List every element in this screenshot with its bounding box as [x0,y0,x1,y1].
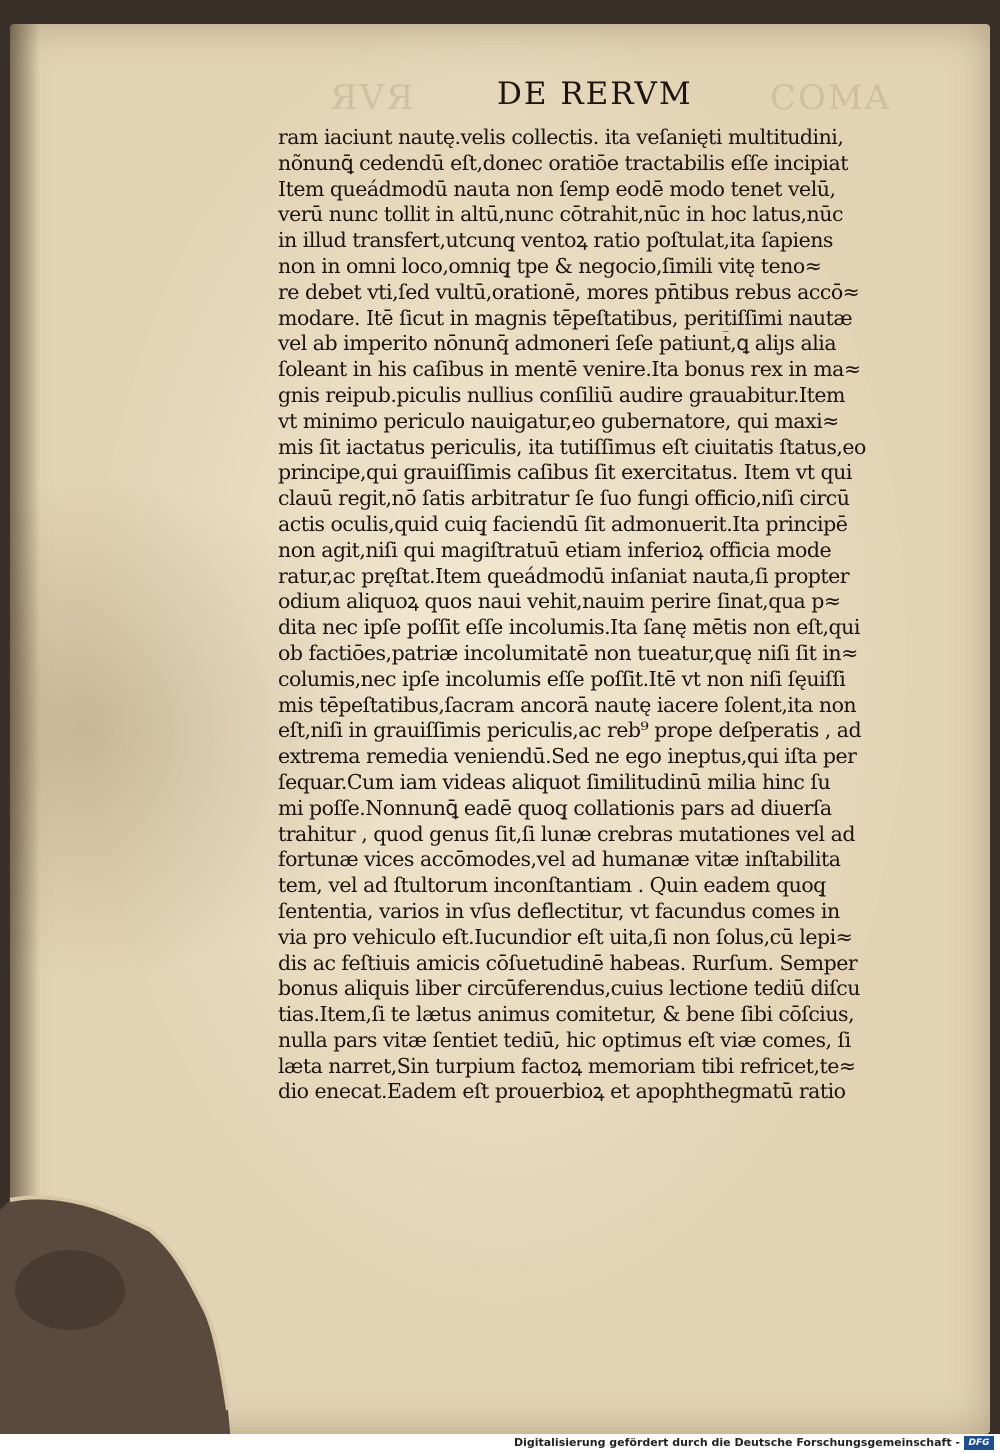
text-line: via pro vehiculo eſt.Iucundior eſt uita,ſi non ſolus,cū lepi≈ [278,924,853,949]
body-text [278,125,928,1105]
text-line: ſententia, varios in vſus deflectitur, vt facundus comes in [278,898,840,923]
text-line: principe,qui grauiſſimis caſibus ſit exercitatus. Item vt qui [278,460,852,485]
text-line: ob factiōes,patriæ incolumitatē non tueatur,quę niſi ſit in≈ [278,640,858,665]
footer-credit: Digitalisierung gefördert durch die Deutsche Forschungsgemeinschaft - [513,1436,960,1449]
text-line: dis ac feſtiuis amicis cōſuetudinē habeas. Rurſum. Semper [278,950,858,975]
show-through-text-right: COMA [770,78,892,118]
text-line: gnis reipub.piculis nullius conſiliū audire grauabitur.Item [278,382,845,407]
text-line: modare. Itē ſicut in magnis tēpeſtatibus, peritiſſimi nautæ [278,305,853,330]
text-line: tem, vel ad ſtultorum inconſtantiam . Quin eadem quoq̧ [278,873,826,898]
text-line: fortunæ vices accōmodes,vel ad humanæ vitæ inſtabilita [278,847,841,872]
text-line: trahitur , quod genus ſit,ſi lunæ crebras mutationes vel ad [278,821,855,846]
text-line: ratur,ac pręſtat.Item queádmodū inſaniat nauta,ſi propter [278,563,850,588]
text-line: clauū regit,nō ſatis arbitratur ſe ſuo fungi officio,niſi circū [278,486,850,511]
text-line: non agit,niſi qui magiſtratuū etiam inferioꝝ officia mode [278,537,832,562]
text-line: nõnunꝗ̄ cedendū eſt,donec oratiōe tractabilis eſſe incipiat [278,150,848,175]
running-head: DE RERVM [497,76,693,112]
text-line: odium aliquoꝝ quos naui vehit,nauim perire ſinat,qua p≈ [278,589,841,614]
text-line: bonus aliquis liber circūferendus,cuius lectione tediū diſcu [278,976,860,1001]
text-line: Item queádmodū nauta non ſemp eodē modo tenet velū, [278,176,836,201]
text-line: vel ab imperito nōnunq̄ admoneri ſeſe patiunt̄,ꝗ aliȷs alia [278,331,837,356]
text-line: in illud transfert,utcunq̧ ventoꝝ ratio poſtulat,ita ſapiens [278,228,833,253]
text-line: verū nunc tollit in altū,nunc cōtrahit,nūc in hoc latus,nūc [278,202,843,227]
text-line: tias.Item,ſi te lætus animus comitetur, & bene ſibi cōſcius, [278,1002,855,1027]
text-line: vt minimo periculo nauigatur,eo gubernatore, qui maxi≈ [278,408,839,433]
text-line: non in omni loco,omniq̧ tpe & negocio,ſimili vitę teno≈ [278,253,822,278]
page-damage-area [0,1170,240,1453]
text-line: extrema remedia veniendū.Sed ne ego ineptus,qui iſta per [278,744,857,769]
text-line: ram iaciunt nautę.velis collectis. ita veſanięti multitudini, [278,125,844,149]
text-line: ſequar.Cum iam videas aliquot ſimilitudinū milia hinc ſu [278,769,831,794]
text-line: mi poſſe.Nonnunꝗ̄ eadē quoq̧ collationis pars ad diuerſa [278,795,832,820]
text-line: columis,nec ipſe incolumis eſſe poſſit.Itē vt non niſi ſęuiſſi [278,666,846,691]
text-line: actis oculis,quid cuiq̧ faciendū ſit admonuerit.Ita principē [278,511,848,536]
text-line: re debet vti,ſed vultū,orationē, mores pn̄tibus rebus accō≈ [278,279,860,304]
text-line: dita nec ipſe poſſit eſſe incolumis.Ita ſanę mētis non eſt,qui [278,615,860,640]
dfg-logo: DFG [964,1436,994,1450]
text-line: mis ſit iactatus periculis, ita tutiſſimus eſt ciuitatis ſtatus,eo [278,434,866,459]
text-line: mis tēpeſtatibus,ſacram ancorā nautę iacere ſolent,ita non [278,692,857,717]
show-through-text-left: ЯVЯ [330,78,416,118]
text-line: nulla pars vitæ ſentiet tediū, hic optimus eſt viæ comes, ſi [278,1027,851,1052]
text-line: eſt,niſi in grauiſſimis periculis,ac reb⁹ prope deſperatis , ad [278,718,862,743]
text-line: læta narret,Sin turpium factoꝝ memoriam tibi refricet,te≈ [278,1053,856,1078]
text-line: dio enecat.Eadem eſt prouerbioꝝ et apophthegmatū ratio [278,1079,846,1104]
text-line: ſoleant in his caſibus in mentē venire.Ita bonus rex in ma≈ [278,357,861,382]
footer-bar [0,1434,1000,1453]
